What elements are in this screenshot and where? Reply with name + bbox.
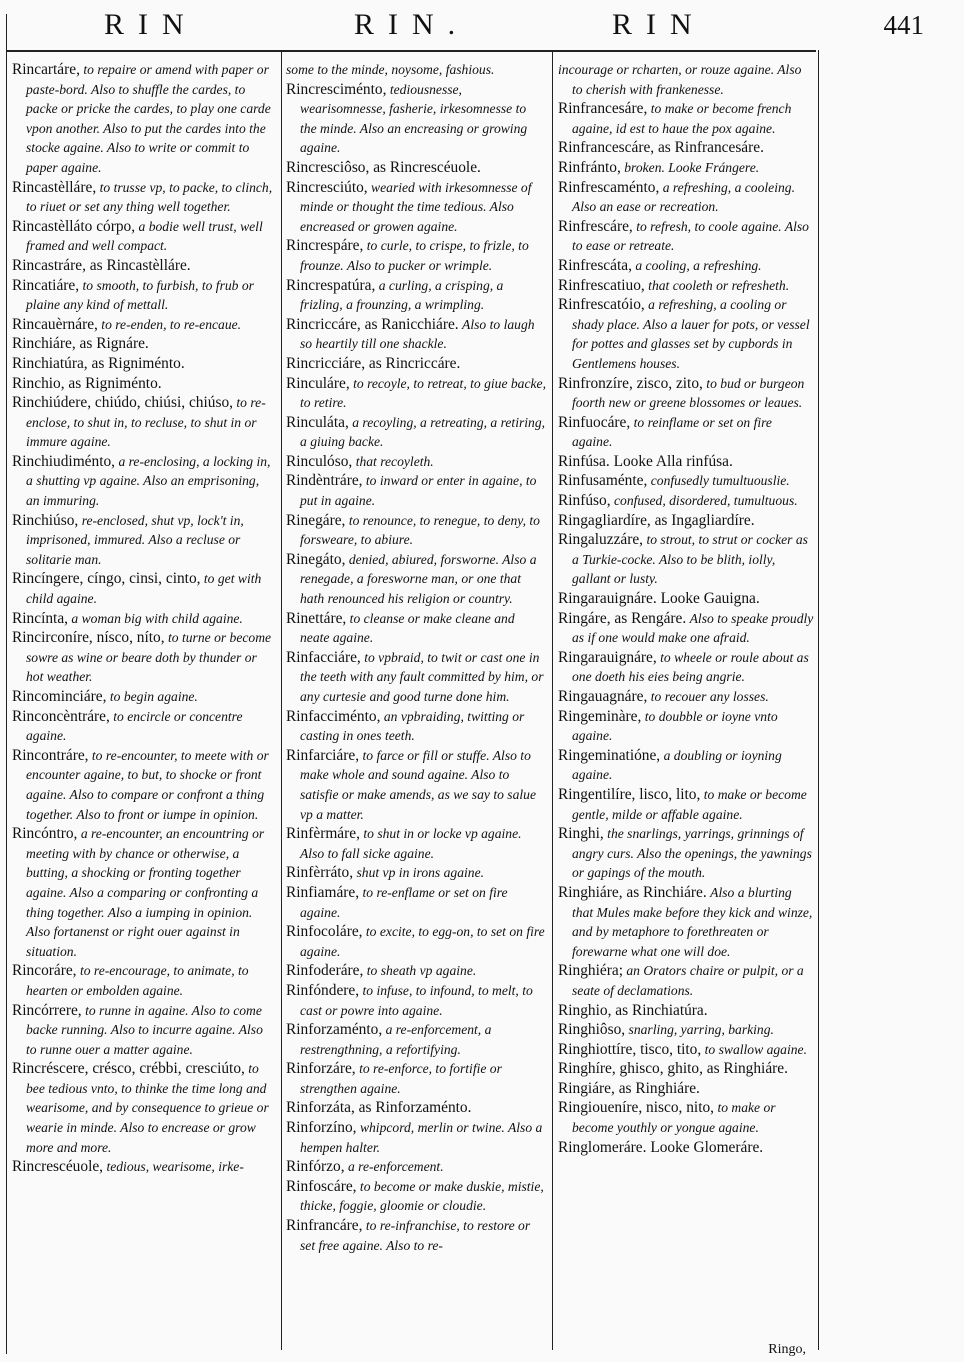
entry-headword: Rinchiatúra, as Rigniménto.: [12, 354, 185, 372]
entry-headword: Rinfiamáre,: [286, 883, 360, 901]
entry-definition: to repaire or amend with paper or paste-bord. Also to shuffle the cardes, to packe or pricke the cardes, to play one carde vpon another. Also to put the cardes into the stocke againe. Also to write or commit to paper againe.: [26, 62, 271, 175]
entry-headword: Rinchio, as Rigniménto.: [12, 374, 162, 392]
entry-headword: Ringarauignáre. Looke Gauigna.: [558, 590, 760, 608]
entry-definition: to re-enden, to re-encaue.: [101, 316, 242, 332]
dictionary-entry: [12, 256, 274, 276]
entry-definition: Also a blurting that Mules make before they kick and winze, and by metaphore to forethreaten or forewarne what one will doe.: [572, 884, 813, 959]
entry-definition: to renounce, to renegue, to deny, to forsweare, to abiure.: [300, 512, 540, 548]
dictionary-entry: [286, 471, 546, 510]
dictionary-entry: [12, 315, 274, 335]
dictionary-entry: [12, 374, 274, 394]
entry-definition: broken. Looke Frángere.: [624, 159, 760, 175]
dictionary-entry: [286, 1177, 546, 1216]
entry-headword: Ringiáre, as Ringhiáre.: [558, 1079, 700, 1097]
entry-headword: Rinfránto,: [558, 158, 621, 176]
entry-headword: Rinfronzíre, zisco, zito,: [558, 374, 703, 392]
entry-definition: confusedly tumultuouslie.: [650, 473, 790, 489]
entry-headword: Rinfrancescáre, as Rinfrancesáre.: [558, 139, 764, 157]
dictionary-entry: [12, 824, 274, 961]
dictionary-entry: [558, 138, 814, 158]
dictionary-entry: [558, 452, 814, 472]
dictionary-entry: [558, 1138, 814, 1158]
dictionary-entry: [558, 883, 814, 961]
entry-definition: a re-enforcement.: [347, 1159, 444, 1175]
dictionary-entry: [286, 863, 546, 883]
entry-headword: Rinfrescáta,: [558, 256, 632, 274]
dictionary-entry: [12, 217, 274, 256]
entry-headword: Ringhíre, ghisco, ghito, as Ringhiáre.: [558, 1060, 788, 1078]
entry-definition: a re-enforcement, a restrengthning, a refortifying.: [300, 1022, 492, 1057]
entry-definition: to runne in againe. Also to come backe running. Also to incurre againe. Also to runne ouer a matter againe.: [26, 1002, 263, 1057]
entry-definition: to turne or become sowre as wine or beare doth by thunder or hot weather.: [26, 630, 272, 685]
column-1: [12, 60, 274, 1177]
column-2: [286, 60, 546, 1255]
entry-definition: to infuse, to infound, to melt, to cast or powre into againe.: [300, 982, 533, 1018]
entry-definition: a re-enclosing, a locking in, a shutting vp againe. Also an emprisoning, an immuring.: [26, 453, 271, 509]
entry-definition: snarling, yarring, barking.: [628, 1022, 774, 1038]
dictionary-entry: [286, 276, 546, 315]
entry-definition: to make or become french againe, id est to haue the pox againe.: [572, 101, 792, 136]
dictionary-entry: [558, 1020, 814, 1040]
dictionary-entry: [286, 922, 546, 961]
entry-definition: a refreshing, a cooling or shady place. Also a lauer for pots, or vessel for pottes and glasses set by cupbords in Gentlemens houses.: [572, 297, 810, 371]
dictionary-entry: [558, 824, 814, 883]
column-divider-2: [552, 50, 553, 1350]
entry-headword: Rincíngere, cíngo, cinsi, cinto,: [12, 570, 201, 588]
entry-headword: Rindèntráre,: [286, 472, 363, 490]
entry-definition: to doubble or ioyne vnto againe.: [572, 708, 778, 744]
dictionary-entry: [12, 961, 274, 1000]
dictionary-entry: [558, 413, 814, 452]
dictionary-entry: [12, 569, 274, 608]
entry-headword: Rinfarciáre,: [286, 746, 360, 764]
entry-headword: Ringarauignáre,: [558, 648, 657, 666]
entry-definition: to farce or fill or stuffe. Also to make whole and sound againe. Also to satisfie or make amends, as we say to salue vp a matter.: [300, 747, 536, 822]
dictionary-entry: [286, 746, 546, 824]
entry-headword: Ringeminatióne,: [558, 746, 661, 764]
entry-headword: Rinfúsa. Looke Alla rinfúsa.: [558, 452, 733, 470]
dictionary-entry: [12, 1157, 274, 1177]
entry-headword: Rinculóso,: [286, 452, 353, 470]
entry-headword: Rincóntro,: [12, 825, 78, 843]
dictionary-entry: [12, 746, 274, 824]
dictionary-entry: [12, 276, 274, 315]
entry-headword: Ringlomeráre. Looke Glomeráre.: [558, 1138, 764, 1156]
dictionary-entry: [286, 511, 546, 550]
dictionary-entry: [12, 1001, 274, 1060]
dictionary-entry: [286, 550, 546, 609]
entry-headword: Rincastèlláre,: [12, 178, 97, 196]
header-center-headword: RIN.: [354, 8, 470, 41]
entry-headword: Rinchiáre, as Rignáre.: [12, 335, 149, 353]
entry-headword: Ringioueníre, nisco, nito,: [558, 1099, 715, 1117]
entry-definition: confused, disordered, tumultuous.: [614, 493, 798, 509]
entry-headword: Ringauagnáre,: [558, 688, 648, 705]
dictionary-entry: [286, 981, 546, 1020]
dictionary-entry: [558, 60, 814, 99]
dictionary-entry: [558, 1098, 814, 1137]
entry-headword: Rinfrescaménto,: [558, 178, 660, 196]
entry-headword: Rincontráre,: [12, 746, 89, 764]
entry-definition: some to the minde, noysome, fashious.: [286, 62, 495, 77]
entry-definition: to re-enforce, to fortifie or strengthen againe.: [300, 1061, 502, 1096]
dictionary-entry: [558, 609, 814, 648]
entry-definition: a re-encounter, an encountring or meeting with by chance or otherwise, a butting, a shocking or fronting together againe. Also a comparing or confronting a thing together. Also a iumping in opinion. Also fortanenst or right ouer against in situation.: [26, 826, 265, 959]
entry-headword: Rinforzáta, as Rinforzaménto.: [286, 1099, 472, 1117]
dictionary-entry: [558, 178, 814, 217]
entry-headword: Rinculáre,: [286, 374, 350, 392]
dictionary-entry: [558, 1040, 814, 1060]
entry-definition: a cooling, a refreshing.: [635, 257, 762, 273]
entry-definition: to sheath vp againe.: [366, 963, 477, 979]
entry-definition: to encircle or concentre againe.: [26, 708, 243, 744]
entry-definition: to begin againe.: [109, 689, 198, 704]
entry-definition: re-enclosed, shut vp, lock't in, imprisoned, immured. Also a recluse or solitarie man.: [26, 512, 244, 567]
dictionary-entry: [286, 452, 546, 472]
entry-definition: to excite, to egg-on, to set on fire againe.: [300, 924, 545, 959]
entry-headword: Rincresciôso, as Rincrescéuole.: [286, 158, 481, 176]
entry-headword: Rincricciáre, as Rincriccáre.: [286, 354, 461, 372]
entry-definition: to cleanse or make cleane and neate againe.: [300, 610, 515, 646]
dictionary-entry: [286, 648, 546, 707]
dictionary-entry: [286, 374, 546, 413]
entry-headword: Rincresciménto,: [286, 80, 387, 98]
dictionary-entry: [286, 1098, 546, 1118]
entry-headword: Rinfuocáre,: [558, 413, 631, 431]
dictionary-entry: [558, 374, 814, 413]
dictionary-entry: [12, 334, 274, 354]
dictionary-entry: [286, 60, 546, 80]
entry-definition: to recoyle, to retreat, to giue backe, to retire.: [300, 375, 546, 411]
entry-definition: an Orators chaire or pulpit, or a seate of declamations.: [572, 963, 804, 998]
page-number: 441: [883, 10, 924, 40]
entry-headword: Ringaluzzáre,: [558, 531, 644, 549]
entry-definition: to get with child againe.: [26, 571, 262, 607]
entry-definition: a recoyling, a retreating, a retiring, a giuing backe.: [300, 414, 546, 450]
entry-definition: tediousnesse, wearisomnesse, fasherie, irkesomnesse to the minde. Also an encreasing or growing againe.: [300, 81, 528, 156]
entry-definition: Also to laugh so heartily till one shackle.: [300, 316, 535, 352]
entry-headword: Rinfúso,: [558, 492, 611, 510]
entry-headword: Ringhi,: [558, 825, 604, 843]
entry-headword: Rinconcèntráre,: [12, 707, 110, 725]
dictionary-entry: [558, 648, 814, 687]
entry-headword: Rinfrescatóio,: [558, 296, 645, 314]
dictionary-entry: [558, 256, 814, 276]
dictionary-entry: [286, 354, 546, 374]
entry-definition: to make or become gentle, milde or affable againe.: [572, 786, 807, 822]
entry-headword: Rinfóndere,: [286, 981, 360, 999]
entry-headword: Ringagliardíre, as Ingagliardíre.: [558, 511, 755, 529]
entry-definition: a bodie well trust, well framed and well compact.: [26, 218, 263, 254]
entry-headword: Rincrespáre,: [286, 237, 364, 255]
entry-headword: Rinegáre,: [286, 511, 346, 529]
dictionary-entry: [286, 1118, 546, 1157]
entry-definition: to bud or burgeon foorth new or greene blossomes or leaues.: [572, 375, 805, 411]
entry-headword: Ringhiôso,: [558, 1021, 626, 1039]
entry-definition: to inward or enter in againe, to put in againe.: [300, 473, 537, 509]
dictionary-entry: [286, 158, 546, 178]
dictionary-entry: [558, 1079, 814, 1099]
entry-headword: Rincoráre,: [12, 962, 77, 980]
entry-definition: to become or make duskie, mistie, thicke, foggie, gloomie or cloudie.: [300, 1178, 544, 1214]
entry-headword: Rinfoderáre,: [286, 962, 364, 980]
entry-definition: incourage or rcharten, or rouze againe. Also to cherish with frankenesse.: [558, 62, 802, 97]
entry-headword: Rinforzaménto,: [286, 1021, 383, 1039]
dictionary-entry: [286, 80, 546, 158]
dictionary-entry: [12, 60, 274, 178]
entry-definition: tedious, wearisome, irke-: [106, 1159, 244, 1175]
dictionary-entry: [286, 609, 546, 648]
entry-headword: Rinfrescatiuo,: [558, 276, 645, 294]
dictionary-entry: [286, 961, 546, 981]
entry-headword: Rinfrancesáre,: [558, 100, 648, 118]
entry-headword: Rinchiúdere, chiúdo, chiúsi, chiúso,: [12, 394, 233, 412]
entry-definition: to wheele or roule about as one doeth his eies being angrie.: [572, 649, 809, 685]
dictionary-entry: [286, 1216, 546, 1255]
dictionary-entry: [12, 707, 274, 746]
entry-definition: to smooth, to furbish, to frub or plaine any kind of mettall.: [26, 277, 254, 313]
entry-definition: to shut in or locke vp againe. Also to fall sicke againe.: [300, 826, 522, 861]
column-divider-1: [281, 50, 282, 1350]
dictionary-entry: [286, 315, 546, 354]
entry-definition: a doubling or ioyning againe.: [572, 747, 782, 783]
entry-headword: Rinegáto,: [286, 550, 346, 568]
dictionary-entry: [558, 1001, 814, 1021]
entry-headword: Rincínta,: [12, 609, 68, 627]
dictionary-entry: [558, 491, 814, 511]
header-right-headword: RIN: [612, 8, 706, 41]
entry-definition: a woman big with child againe.: [71, 610, 243, 626]
entry-definition: to re-enclose, to shut in, to recluse, to shut in or immure againe.: [26, 395, 266, 450]
entry-headword: Rinfacciáre,: [286, 648, 361, 666]
dictionary-entry: [286, 236, 546, 275]
entry-headword: Rinfusaménte,: [558, 472, 648, 490]
entry-definition: to re-encounter, to meete with or encounter againe, to but, to shocke or front againe. Also to compare or confront a thing together. Also to front or iumpe in opinion.: [26, 747, 269, 822]
entry-definition: whipcord, merlin or twine. Also a hempen halter.: [300, 1120, 543, 1155]
entry-definition: to make or become youthly or yongue againe.: [572, 1100, 776, 1136]
dictionary-entry: [12, 609, 274, 629]
dictionary-entry: [286, 1059, 546, 1098]
dictionary-entry: [558, 746, 814, 785]
catchword: Ringo,: [768, 1342, 806, 1357]
entry-headword: Rinforzíno,: [286, 1119, 357, 1137]
dictionary-entry: [12, 511, 274, 570]
entry-headword: Ringhiottíre, tisco, tito,: [558, 1040, 702, 1058]
entry-headword: Rincartáre,: [12, 61, 80, 78]
entry-definition: to recouer any losses.: [650, 689, 769, 704]
header-left-headword: RIN: [104, 8, 198, 41]
dictionary-entry: [286, 883, 546, 922]
entry-headword: Rinfórzo,: [286, 1158, 345, 1176]
entry-definition: to strout, to strut or cocker as a Turkie-cocke. Also to be blith, iolly, gallant or lusty.: [572, 532, 808, 587]
entry-headword: Rincresciúto,: [286, 178, 368, 196]
entry-headword: Ringeminàre,: [558, 707, 642, 725]
dictionary-entry: [558, 471, 814, 491]
entry-headword: Rincórrere,: [12, 1001, 82, 1019]
entry-definition: wearied with irkesomnesse of minde or thought the time tedious. Also encreased or growen againe.: [300, 179, 532, 234]
entry-definition: to vpbraid, to twit or cast one in the teeth with any fault committed by him, or any curtesie and good turne done him.: [300, 649, 544, 704]
entry-headword: Rincrescéuole,: [12, 1158, 104, 1176]
entry-definition: to refresh, to coole againe. Also to ease or retreate.: [572, 218, 809, 254]
entry-definition: the snarlings, yarrings, grinnings of angry curs. Also the openings, the yawnings or gapings of the mouth.: [572, 826, 812, 881]
dictionary-entry: [558, 1059, 814, 1079]
column-3: [558, 60, 814, 1157]
entry-definition: a curling, a crisping, a frizling, a frounzing, a wrimpling.: [300, 277, 504, 313]
entry-definition: to re-enflame or set on fire againe.: [300, 884, 508, 920]
entry-headword: Rinfèrráto,: [286, 864, 354, 882]
entry-headword: Rinchiúso,: [12, 511, 79, 529]
entry-headword: Rinchiudiménto,: [12, 452, 116, 470]
dictionary-entry: [558, 961, 814, 1000]
entry-definition: that recoyleth.: [355, 453, 434, 469]
entry-headword: Ringentilíre, lisco, lito,: [558, 785, 701, 803]
dictionary-entry: [286, 707, 546, 746]
entry-headword: Rincréscere, crésco, crébbi, cresciúto,: [12, 1060, 245, 1078]
dictionary-entry: [558, 687, 814, 707]
entry-definition: Also to speake proudly as if one would make one afraid.: [572, 610, 814, 646]
dictionary-entry: [286, 178, 546, 237]
entry-definition: to reinflame or set on fire againe.: [572, 414, 772, 450]
dictionary-entry: [558, 276, 814, 296]
entry-definition: to curle, to crispe, to frizle, to frounze. Also to pucker or wrimple.: [300, 238, 529, 273]
entry-headword: Rincominciáre,: [12, 688, 107, 705]
entry-headword: Rinfrescáre,: [558, 217, 633, 235]
dictionary-entry: [558, 785, 814, 824]
dictionary-entry: [558, 158, 814, 178]
dictionary-entry: [558, 511, 814, 531]
entry-definition: to swallow againe.: [704, 1041, 807, 1057]
entry-definition: to trusse vp, to packe, to clinch, to riuet or set any thing well together.: [26, 179, 273, 215]
dictionary-entry: [558, 99, 814, 138]
entry-definition: to re-encourage, to animate, to hearten or embolden againe.: [26, 963, 249, 998]
dictionary-entry: [286, 413, 546, 452]
entry-definition: an vpbraiding, twitting or casting in ones teeth.: [300, 708, 525, 744]
dictionary-entry: [558, 295, 814, 373]
entry-definition: to re-infranchise, to restore or set free againe. Also to re-: [300, 1218, 531, 1253]
entry-headword: Rincastèlláto córpo,: [12, 217, 136, 235]
entry-definition: shut vp in irons againe.: [356, 865, 485, 881]
entry-definition: to bee tedious vnto, to thinke the time long and wearisome, and by consequence to grieue or wearie in minde. Also to encrease or grow more and more.: [26, 1061, 269, 1155]
entry-headword: Rincastráre, as Rincastèlláre.: [12, 256, 191, 274]
entry-headword: Ringhio, as Rinchiatúra.: [558, 1001, 708, 1019]
entry-headword: Ringáre, as Rengáre.: [558, 609, 687, 627]
entry-headword: Rinettáre,: [286, 609, 347, 627]
entry-headword: Rinfacciménto,: [286, 707, 381, 725]
dictionary-entry: [12, 178, 274, 217]
entry-headword: Rinfocoláre,: [286, 923, 363, 941]
entry-headword: Ringhiéra;: [558, 962, 623, 980]
entry-definition: that cooleth or refresheth.: [648, 277, 790, 293]
entry-headword: Ringhiáre, as Rinchiáre.: [558, 883, 707, 901]
dictionary-entry: [12, 628, 274, 687]
dictionary-entry: [286, 1020, 546, 1059]
dictionary-entry: [558, 217, 814, 256]
dictionary-entry: [558, 530, 814, 589]
entry-headword: Rinforzáre,: [286, 1060, 356, 1078]
entry-headword: Rincatiáre,: [12, 276, 80, 294]
entry-headword: Rinfèrmáre,: [286, 825, 360, 843]
dictionary-entry: [558, 589, 814, 609]
running-header: [0, 6, 964, 46]
dictionary-entry: [286, 824, 546, 863]
entry-headword: Rinfrancáre,: [286, 1217, 363, 1235]
entry-headword: Rinfoscáre,: [286, 1177, 357, 1195]
dictionary-entry: [12, 354, 274, 374]
entry-headword: Rincirconíre, nísco, níto,: [12, 629, 165, 647]
right-border-rule: [818, 50, 819, 1350]
dictionary-entry: [558, 707, 814, 746]
entry-definition: a refreshing, a cooleing. Also an ease or recreation.: [572, 179, 795, 215]
left-border-rule: [6, 14, 7, 1354]
entry-headword: Rincriccáre, as Ranicchiáre.: [286, 315, 459, 333]
entry-headword: Rinculáta,: [286, 413, 349, 431]
dictionary-entry: [12, 1059, 274, 1157]
entry-headword: Rincauèrnáre,: [12, 315, 98, 333]
header-rule: [6, 50, 816, 52]
dictionary-entry: [12, 393, 274, 452]
dictionary-entry: [12, 687, 274, 707]
entry-headword: Rincrespatúra,: [286, 276, 376, 294]
entry-definition: denied, abiured, forsworne. Also a renegade, a foresworne man, or one that hath renounced his religion or country.: [300, 551, 537, 607]
dictionary-entry: [286, 1157, 546, 1177]
dictionary-entry: [12, 452, 274, 511]
